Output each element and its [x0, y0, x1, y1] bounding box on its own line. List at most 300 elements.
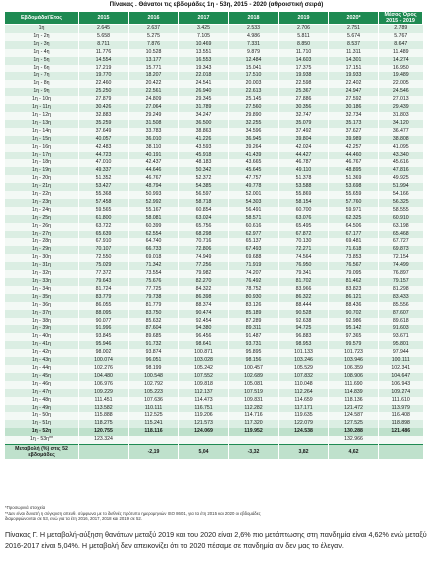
value-cell: 51.352 [79, 175, 129, 183]
value-cell: 2.533 [229, 25, 279, 33]
value-cell: 68.298 [179, 231, 229, 239]
week-cell: 1η - 27η [5, 231, 79, 239]
value-cell: 115.888 [79, 412, 129, 420]
value-cell: 30.186 [329, 104, 379, 112]
value-cell: 35.259 [79, 120, 129, 128]
value-cell: 35.079 [279, 120, 329, 128]
value-cell: 34.247 [179, 112, 229, 120]
week-cell: 1η [5, 25, 79, 33]
value-cell: 77.256 [179, 262, 229, 270]
value-cell: 47.757 [229, 175, 279, 183]
value-cell: 60.854 [179, 207, 229, 215]
value-cell: 38.808 [379, 136, 423, 144]
value-cell: 58.555 [379, 207, 423, 215]
value-cell: 7.876 [129, 41, 179, 49]
value-cell: 39.264 [229, 144, 279, 152]
change-cell [79, 445, 129, 460]
value-cell: 54.166 [379, 191, 423, 199]
table-row [5, 262, 423, 270]
value-cell: 69.481 [329, 238, 379, 246]
value-cell: 79.982 [179, 270, 229, 278]
value-cell: 74.499 [379, 262, 423, 270]
value-cell: 83.823 [329, 286, 379, 294]
value-cell: 76.492 [229, 278, 279, 286]
value-cell: 80.930 [229, 294, 279, 302]
value-cell: 110.048 [279, 381, 329, 389]
week-cell: 1η - 35η [5, 294, 79, 302]
value-cell: 118.275 [79, 420, 129, 428]
value-cell: 86.121 [329, 294, 379, 302]
value-cell: 79.157 [379, 278, 423, 286]
value-cell: 46.767 [129, 175, 179, 183]
week-cell: 1η - 9η [5, 88, 79, 96]
value-cell: 114.473 [179, 397, 229, 405]
value-cell: 103.028 [179, 357, 229, 365]
value-cell: 127.525 [329, 420, 379, 428]
value-cell: 79.095 [329, 270, 379, 278]
change-cell: -2,19 [129, 445, 179, 460]
value-cell: 14.554 [79, 57, 129, 65]
week-cell: 1η - 46η [5, 381, 79, 389]
value-cell: 94.380 [179, 325, 229, 333]
value-cell [229, 436, 279, 444]
table-row [5, 428, 423, 436]
week-cell: 1η - 50η [5, 412, 79, 420]
value-cell [379, 436, 423, 444]
value-cell: 49.337 [79, 167, 129, 175]
value-cell: 111.690 [329, 381, 379, 389]
week-cell: 1η - 24η [5, 207, 79, 215]
value-cell: 121.486 [379, 428, 423, 436]
value-cell: 92.986 [329, 318, 379, 326]
value-cell: 90.702 [329, 310, 379, 318]
value-cell: 72.154 [379, 254, 423, 262]
value-cell: 83.966 [279, 286, 329, 294]
value-cell: 24.947 [329, 88, 379, 96]
header-2019: 2019 [279, 12, 329, 25]
week-cell: 1η - 4η [5, 49, 79, 57]
value-cell: 48.895 [329, 167, 379, 175]
table-row [5, 278, 423, 286]
value-cell: 19.933 [329, 72, 379, 80]
value-cell: 74.207 [229, 270, 279, 278]
value-cell: 98.641 [179, 341, 229, 349]
value-cell: 2.645 [79, 25, 129, 33]
table-row [5, 167, 423, 175]
value-cell: 73.853 [329, 254, 379, 262]
week-cell: 1η - 37η [5, 310, 79, 318]
table-row [5, 65, 423, 73]
value-cell: 99.579 [329, 341, 379, 349]
week-cell: 1η - 31η [5, 262, 79, 270]
week-cell: 1η - 53η** [5, 436, 79, 444]
value-cell: 8.537 [329, 41, 379, 49]
value-cell: 87.289 [229, 318, 279, 326]
table-row [5, 175, 423, 183]
value-cell: 2.789 [379, 25, 423, 33]
value-cell: 100.871 [179, 349, 229, 357]
value-cell: 56.491 [229, 207, 279, 215]
value-cell: 88.374 [179, 302, 229, 310]
value-cell: 22.598 [279, 80, 329, 88]
value-cell: 11.311 [329, 49, 379, 57]
value-cell: 104.480 [79, 373, 129, 381]
value-cell: 59.971 [329, 207, 379, 215]
value-cell: 77.725 [129, 286, 179, 294]
value-cell: 67.727 [379, 238, 423, 246]
value-cell: 60.399 [129, 223, 179, 231]
value-cell: 15.041 [229, 65, 279, 73]
value-cell: 30.426 [79, 104, 129, 112]
value-cell: 60.616 [229, 223, 279, 231]
value-cell: 27.592 [329, 96, 379, 104]
value-cell: 106.359 [329, 365, 379, 373]
value-cell: 27.013 [379, 96, 423, 104]
value-cell: 17.219 [79, 65, 129, 73]
header-2016: 2016 [129, 12, 179, 25]
value-cell: 83.126 [229, 302, 279, 310]
week-cell: 1η - 20η [5, 175, 79, 183]
value-cell: 124.069 [179, 428, 229, 436]
value-cell: 70.107 [79, 246, 129, 254]
week-cell: 1η - 6η [5, 65, 79, 73]
value-cell: 111.451 [79, 397, 129, 405]
value-cell: 105.242 [179, 365, 229, 373]
value-cell: 110.111 [129, 405, 179, 413]
week-cell: 1η - 47η [5, 389, 79, 397]
table-row [5, 104, 423, 112]
table-row [5, 397, 423, 405]
deaths-table [4, 11, 423, 459]
week-cell: 1η - 28η [5, 238, 79, 246]
value-cell: 51.369 [329, 175, 379, 183]
value-cell: 63.198 [379, 223, 423, 231]
table-row [5, 199, 423, 207]
table-row [5, 223, 423, 231]
value-cell: 22.018 [179, 72, 229, 80]
value-cell: 106.976 [79, 381, 129, 389]
value-cell: 5.275 [129, 33, 179, 41]
value-cell: 112.137 [179, 389, 229, 397]
value-cell: 36.945 [229, 136, 279, 144]
value-cell: 57.458 [79, 199, 129, 207]
week-cell: 1η - 12η [5, 112, 79, 120]
value-cell: 109.229 [79, 389, 129, 397]
value-cell: 3.425 [179, 25, 229, 33]
value-cell: 22.005 [379, 80, 423, 88]
value-cell: 56.597 [179, 191, 229, 199]
value-cell: 67.872 [279, 231, 329, 239]
value-cell: 109.274 [379, 389, 423, 397]
value-cell: 69.688 [229, 254, 279, 262]
week-cell: 1η - 15η [5, 136, 79, 144]
header-average: Μέσος Όρος 2015 - 2019 [379, 12, 423, 25]
value-cell: 7.105 [179, 33, 229, 41]
value-cell: 101.133 [279, 349, 329, 357]
table-row [5, 302, 423, 310]
value-cell: 35.173 [329, 120, 379, 128]
header-2017: 2017 [179, 12, 229, 25]
value-cell: 75.029 [79, 262, 129, 270]
value-cell: 124.587 [329, 412, 379, 420]
table-row [5, 112, 423, 120]
value-cell: 85.189 [229, 310, 279, 318]
value-cell: 10.528 [129, 49, 179, 57]
value-cell: 52.372 [179, 175, 229, 183]
value-cell: 62.977 [229, 231, 279, 239]
week-cell: 1η - 51η [5, 420, 79, 428]
value-cell: 112.282 [229, 405, 279, 413]
value-cell: 32.883 [79, 112, 129, 120]
value-cell: 98.002 [79, 349, 129, 357]
value-cell: 19.343 [179, 65, 229, 73]
value-cell: 76.567 [329, 262, 379, 270]
value-cell: 64.740 [129, 238, 179, 246]
value-cell: 98.156 [229, 357, 279, 365]
table-row [5, 341, 423, 349]
value-cell: 62.554 [129, 231, 179, 239]
value-cell: 55.368 [79, 191, 129, 199]
value-cell: 44.646 [129, 167, 179, 175]
week-cell: 1η - 21η [5, 183, 79, 191]
value-cell: 89.311 [229, 325, 279, 333]
value-cell: 53.427 [79, 183, 129, 191]
table-row [5, 80, 423, 88]
value-cell: 19.938 [279, 72, 329, 80]
value-cell: 45.645 [229, 167, 279, 175]
table-row [5, 72, 423, 80]
value-cell [129, 436, 179, 444]
value-cell: 95.801 [379, 341, 423, 349]
table-row [5, 33, 423, 41]
table-row [5, 238, 423, 246]
value-cell: 64.506 [329, 223, 379, 231]
value-cell: 71.342 [129, 262, 179, 270]
week-cell: 1η - 36η [5, 302, 79, 310]
week-cell: 1η - 32η [5, 270, 79, 278]
value-cell: 72.271 [279, 246, 329, 254]
week-cell: 1η - 17η [5, 152, 79, 160]
value-cell: 2.637 [129, 25, 179, 33]
value-cell: 85.632 [129, 318, 179, 326]
value-cell: 19.489 [379, 72, 423, 80]
value-cell: 65.756 [179, 223, 229, 231]
value-cell: 116.751 [179, 405, 229, 413]
value-cell: 32.734 [329, 112, 379, 120]
change-cell: 3,82 [279, 445, 329, 460]
value-cell: 49.778 [229, 183, 279, 191]
value-cell: 84.322 [179, 286, 229, 294]
value-cell: 17.375 [279, 65, 329, 73]
table-row [5, 136, 423, 144]
value-cell: 22.613 [229, 88, 279, 96]
value-cell: 43.340 [379, 152, 423, 160]
value-cell: 91.487 [229, 333, 279, 341]
value-cell: 96.051 [129, 357, 179, 365]
value-cell: 57.760 [329, 199, 379, 207]
body-paragraph: Πίνακας Γ. Η μεταβολή-αύξηση θανάτων μεταξύ 2019 και του 2020 είναι 2,6% πιο μετάπτωσης στη πανδημία είναι 4,62% ενώ μεταξύ 2016-2017 είναι 5,04%. Η μεταβολή δεν απεικονίζει ότι το 2020 πέσαμε σε πανδημία αν δεν μας το έλεγαν. [5, 530, 427, 550]
week-cell: 1η - 49η [5, 405, 79, 413]
table-row [5, 436, 423, 444]
value-cell: 74.949 [179, 254, 229, 262]
value-cell: 86.398 [179, 294, 229, 302]
table-row [5, 365, 423, 373]
value-cell: 58.081 [129, 215, 179, 223]
table-row [5, 286, 423, 294]
week-cell: 1η - 3η [5, 41, 79, 49]
value-cell: 97.944 [379, 349, 423, 357]
value-cell: 53.698 [329, 183, 379, 191]
value-cell: 52.992 [129, 199, 179, 207]
value-cell: 44.723 [79, 152, 129, 160]
week-cell: 1η - 18η [5, 159, 79, 167]
week-cell: 1η - 52η [5, 428, 79, 436]
value-cell: 12.484 [229, 57, 279, 65]
value-cell: 45.616 [379, 159, 423, 167]
value-cell: 91.996 [79, 325, 129, 333]
value-cell: 121.472 [329, 405, 379, 413]
value-cell: 24.546 [379, 88, 423, 96]
value-cell: 17.510 [229, 72, 279, 80]
value-cell: 32.255 [229, 120, 279, 128]
value-cell: 81.702 [279, 278, 329, 286]
value-cell: 83.750 [129, 310, 179, 318]
week-cell: 1η - 40η [5, 333, 79, 341]
value-cell: 27.879 [79, 96, 129, 104]
value-cell: 96.456 [179, 333, 229, 341]
value-cell: 44.460 [329, 152, 379, 160]
value-cell: 43.593 [179, 144, 229, 152]
table-row [5, 381, 423, 389]
value-cell: 107.552 [179, 373, 229, 381]
value-cell: 34.120 [379, 120, 423, 128]
table-row [5, 128, 423, 136]
week-cell: 1η - 25η [5, 215, 79, 223]
value-cell: 29.439 [379, 104, 423, 112]
value-cell: 46.767 [329, 159, 379, 167]
value-cell: 14.301 [329, 57, 379, 65]
value-cell: 94.725 [279, 325, 329, 333]
week-cell: 1η - 29η [5, 246, 79, 254]
value-cell: 63.076 [279, 215, 329, 223]
table-row [5, 349, 423, 357]
value-cell: 117.320 [229, 420, 279, 428]
value-cell: 89.685 [129, 333, 179, 341]
value-cell: 103.246 [279, 357, 329, 365]
value-cell: 29.249 [129, 112, 179, 120]
value-cell: 47.816 [379, 167, 423, 175]
change-cell: 5,04 [179, 445, 229, 460]
value-cell: 65.495 [279, 223, 329, 231]
value-cell: 109.818 [179, 381, 229, 389]
value-cell: 111.610 [379, 397, 423, 405]
value-cell: 105.529 [279, 365, 329, 373]
table-row [5, 310, 423, 318]
value-cell: 31.508 [129, 120, 179, 128]
value-cell: 25.145 [229, 96, 279, 104]
week-cell: 1η - 11η [5, 104, 79, 112]
value-cell: 101.723 [329, 349, 379, 357]
value-cell: 17.151 [329, 65, 379, 73]
value-cell: 58.571 [229, 215, 279, 223]
week-cell: 1η - 19η [5, 167, 79, 175]
value-cell: 107.832 [279, 373, 329, 381]
value-cell: 88.095 [79, 310, 129, 318]
value-cell: 2.751 [329, 25, 379, 33]
value-cell: 106.943 [379, 381, 423, 389]
value-cell: 11.710 [279, 49, 329, 57]
table-row [5, 412, 423, 420]
value-cell: 117.171 [279, 405, 329, 413]
value-cell: 63.722 [79, 223, 129, 231]
value-cell: 7.331 [229, 41, 279, 49]
value-cell: 90.528 [279, 310, 329, 318]
value-cell: 13.551 [179, 49, 229, 57]
week-cell: 1η - 7η [5, 72, 79, 80]
table-row [5, 183, 423, 191]
change-cell [379, 445, 423, 460]
value-cell: 56.325 [379, 199, 423, 207]
week-cell: 1η - 38η [5, 318, 79, 326]
value-cell: 14.603 [279, 57, 329, 65]
value-cell: 123.324 [79, 436, 129, 444]
value-cell: 83.433 [379, 294, 423, 302]
week-cell: 1η - 10η [5, 96, 79, 104]
value-cell: 120.755 [79, 428, 129, 436]
value-cell: 9.879 [229, 49, 279, 57]
value-cell: 81.462 [329, 278, 379, 286]
value-cell: 43.665 [229, 159, 279, 167]
value-cell: 45.918 [179, 152, 229, 160]
value-cell: 69.873 [379, 246, 423, 254]
value-cell: 55.869 [279, 191, 329, 199]
value-cell: 16.950 [379, 65, 423, 73]
value-cell: 5.658 [79, 33, 129, 41]
value-cell: 100.074 [79, 357, 129, 365]
table-row [5, 152, 423, 160]
value-cell: 5.674 [329, 33, 379, 41]
table-body [5, 25, 423, 445]
value-cell: 51.378 [279, 175, 329, 183]
value-cell: 8.711 [79, 41, 129, 49]
value-cell: 124.538 [279, 428, 329, 436]
week-cell: 1η - 30η [5, 254, 79, 262]
value-cell: 49.925 [379, 175, 423, 183]
table-row [5, 191, 423, 199]
week-cell: 1η - 14η [5, 128, 79, 136]
footnote: **Δεν είναι δυνατή η σύγκριση απευθ. σύμφωνα με το διεθνές πρότυπο ημερομηνιών ISO 8601, για τα έτη 2015 και 2020 οι εβδομάδες [5, 510, 261, 516]
value-cell: 79.341 [279, 270, 329, 278]
value-cell: 83.779 [79, 294, 129, 302]
value-cell: 31.803 [379, 112, 423, 120]
value-cell: 5.767 [379, 33, 423, 41]
value-cell: 87.607 [379, 310, 423, 318]
week-cell: 1η - 44η [5, 365, 79, 373]
value-cell: 93.731 [229, 341, 279, 349]
value-cell: 65.137 [229, 238, 279, 246]
value-cell [179, 436, 229, 444]
value-cell: 95.142 [329, 325, 379, 333]
week-cell: 1η - 48η [5, 397, 79, 405]
value-cell: 88.444 [279, 302, 329, 310]
value-cell: 81.298 [379, 286, 423, 294]
value-cell: 29.345 [179, 96, 229, 104]
value-cell: 67.177 [329, 231, 379, 239]
table-row [5, 41, 423, 49]
value-cell: 8.850 [279, 41, 329, 49]
table-row [5, 373, 423, 381]
value-cell: 87.604 [129, 325, 179, 333]
